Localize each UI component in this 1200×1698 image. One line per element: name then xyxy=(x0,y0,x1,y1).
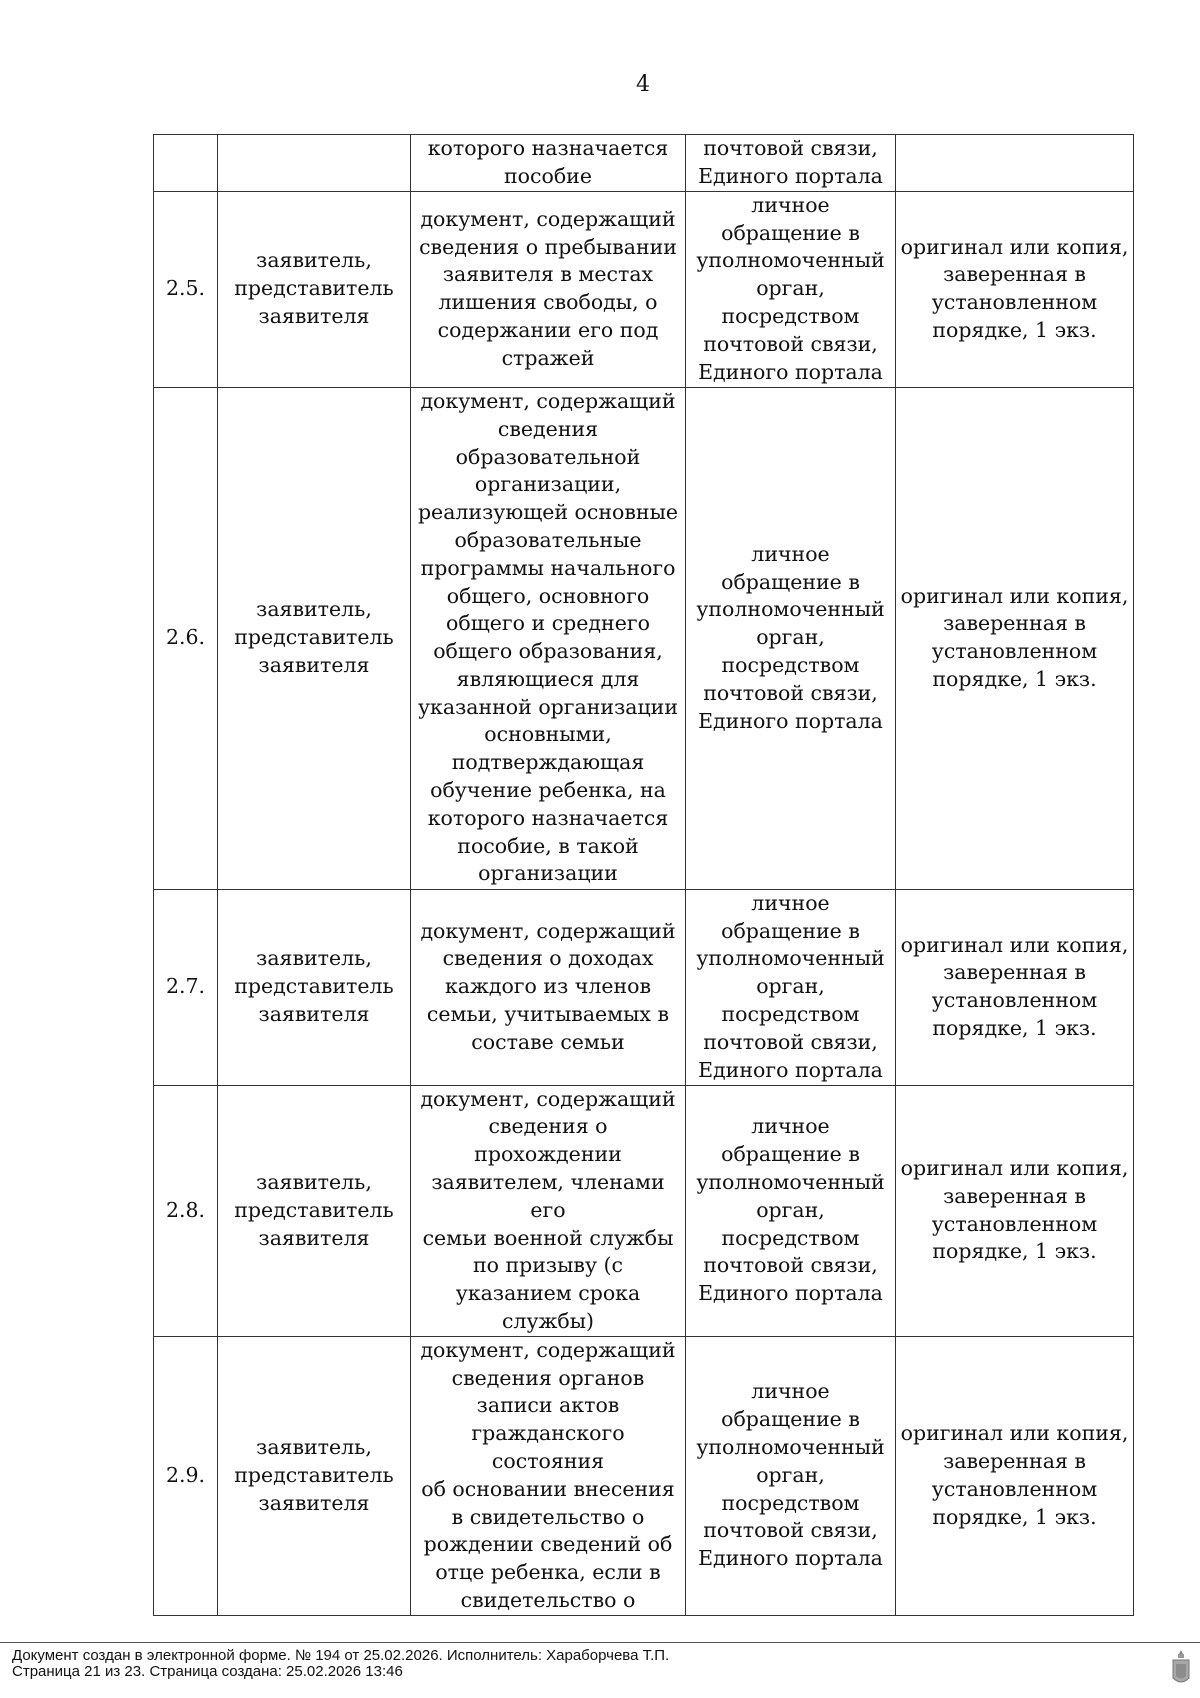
document-cell: документ, содержащий сведения о доходах каждого из членов семьи, учитываемых в составе семьи xyxy=(411,889,686,1085)
documents-table xyxy=(153,134,1134,1616)
footer-line-page: Страница 21 из 23. Страница создана: 25.02.2026 13:46 xyxy=(12,1663,403,1680)
applicant-cell: заявитель, представитель заявителя xyxy=(218,191,411,387)
row-number-cell: 2.8. xyxy=(154,1085,218,1336)
table-row xyxy=(154,1336,1134,1615)
form-cell: оригинал или копия, заверенная в установленном порядке, 1 экз. xyxy=(896,1085,1134,1336)
footer-line-document: Документ создан в электронной форме. № 194 от 25.02.2026. Исполнитель: Хараборчева Т.П. xyxy=(12,1647,670,1664)
row-number-cell: 2.6. xyxy=(154,387,218,889)
document-cell: документ, содержащий сведения органов записи актов гражданского состояния об основании внесения в свидетельство о рождении сведений об отце ребенка, если в свидетельство о xyxy=(411,1336,686,1615)
method-cell: личное обращение в уполномоченный орган, посредством почтовой связи, Единого портала xyxy=(686,1085,896,1336)
page-number: 4 xyxy=(636,72,650,97)
form-cell: оригинал или копия, заверенная в установленном порядке, 1 экз. xyxy=(896,191,1134,387)
document-cell: которого назначается пособие xyxy=(411,135,686,192)
row-number-cell xyxy=(154,135,218,192)
method-cell: личное обращение в уполномоченный орган, посредством почтовой связи, Единого портала xyxy=(686,387,896,889)
form-cell xyxy=(896,135,1134,192)
table-row xyxy=(154,135,1134,192)
applicant-cell xyxy=(218,135,411,192)
row-number-cell: 2.7. xyxy=(154,889,218,1085)
method-cell: личное обращение в уполномоченный орган, посредством почтовой связи, Единого портала xyxy=(686,191,896,387)
table-row xyxy=(154,889,1134,1085)
applicant-cell: заявитель, представитель заявителя xyxy=(218,387,411,889)
table-row xyxy=(154,191,1134,387)
document-cell: документ, содержащий сведения о прохождении заявителем, членами его семьи военной службы по призыву (с указанием срока службы) xyxy=(411,1085,686,1336)
table-row xyxy=(154,1085,1134,1336)
method-cell: почтовой связи, Единого портала xyxy=(686,135,896,192)
emblem-icon xyxy=(1170,1648,1192,1688)
footer-divider xyxy=(0,1642,1200,1643)
form-cell: оригинал или копия, заверенная в установленном порядке, 1 экз. xyxy=(896,387,1134,889)
table-row xyxy=(154,387,1134,889)
method-cell: личное обращение в уполномоченный орган, посредством почтовой связи, Единого портала xyxy=(686,889,896,1085)
row-number-cell: 2.9. xyxy=(154,1336,218,1615)
document-cell: документ, содержащий сведения о пребывании заявителя в местах лишения свободы, о содержании его под стражей xyxy=(411,191,686,387)
form-cell: оригинал или копия, заверенная в установленном порядке, 1 экз. xyxy=(896,1336,1134,1615)
applicant-cell: заявитель, представитель заявителя xyxy=(218,1336,411,1615)
applicant-cell: заявитель, представитель заявителя xyxy=(218,889,411,1085)
applicant-cell: заявитель, представитель заявителя xyxy=(218,1085,411,1336)
form-cell: оригинал или копия, заверенная в установленном порядке, 1 экз. xyxy=(896,889,1134,1085)
method-cell: личное обращение в уполномоченный орган, посредством почтовой связи, Единого портала xyxy=(686,1336,896,1615)
row-number-cell: 2.5. xyxy=(154,191,218,387)
document-cell: документ, содержащий сведения образовательной организации, реализующей основные образовательные программы начального общего, основного общего и среднего общего образования, являющиеся для указанной организации основными, подтверждающая обучение ребенка, на которого назначается пособие, в такой организации xyxy=(411,387,686,889)
footer xyxy=(12,1648,669,1680)
